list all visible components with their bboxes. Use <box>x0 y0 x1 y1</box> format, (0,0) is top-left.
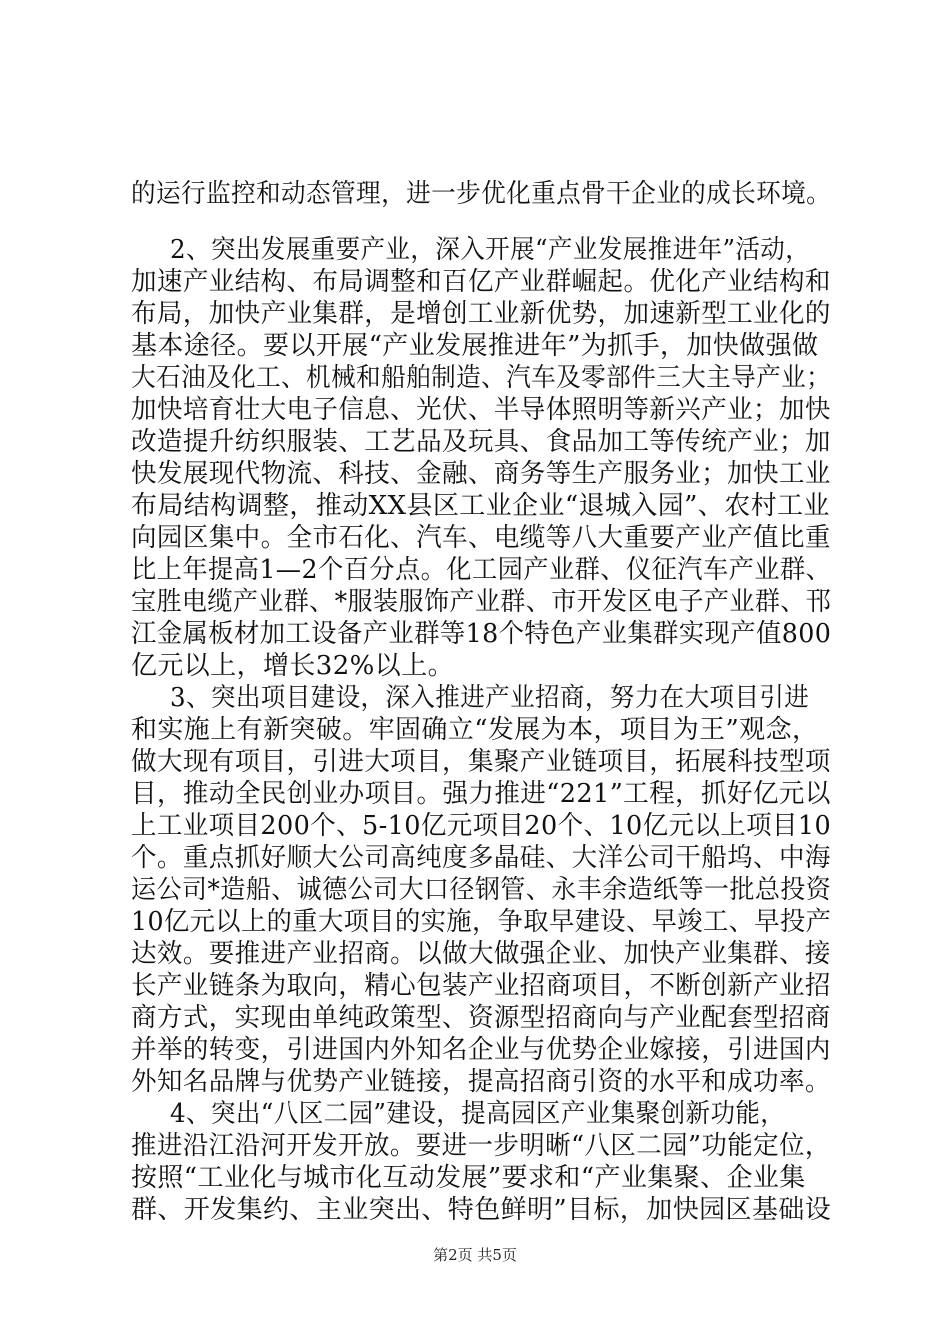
text-line: 个。重点抓好顺大公司高纯度多晶硅、大洋公司干船坞、中海 <box>131 843 831 873</box>
paragraph-4-first-line: 4、突出“八区二园”建设，提高园区产业集聚创新功能， <box>170 1099 786 1129</box>
text-line: 推进沿江沿河开发开放。要进一步明晰“八区二园”功能定位， <box>131 1131 831 1161</box>
text-line: 向园区集中。全市石化、汽车、电缆等八大重要产业产值比重 <box>131 523 831 553</box>
text-line: 比上年提高1—2个百分点。化工园产业群、仪征汽车产业群、 <box>131 555 832 585</box>
text-line: 宝胜电缆产业群、*服装服饰产业群、市开发区电子产业群、邗 <box>131 587 832 617</box>
text-line: 按照“工业化与城市化互动发展”要求和“产业集聚、企业集 <box>131 1163 806 1193</box>
text-line: 运公司*造船、诚德公司大口径钢管、永丰余造纸等一批总投资 <box>131 875 832 905</box>
text-line: 长产业链条为取向，精心包装产业招商项目，不断创新产业招 <box>131 971 831 1001</box>
page-number-footer: 第2页 共5页 <box>433 1246 517 1264</box>
text-line: 和实施上有新突破。牢固确立“发展为本，项目为王”观念， <box>131 715 819 745</box>
text-line: 上工业项目200个、5-10亿元项目20个、10亿元以上项目10 <box>131 811 832 841</box>
text-line: 并举的转变，引进国内外知名企业与优势企业嫁接，引进国内 <box>131 1035 831 1065</box>
text-line: 达效。要推进产业招商。以做大做强企业、加快产业集群、接 <box>131 939 831 969</box>
text-line: 布局结构调整，推动XX县区工业企业“退城入园”、农村工业 <box>131 491 830 521</box>
paragraph-3-first-line: 3、突出项目建设，深入推进产业招商，努力在大项目引进 <box>170 683 810 713</box>
text-line: 亿元以上，增长32%以上。 <box>131 651 454 681</box>
text-line: 基本途径。要以开展“产业发展推进年”为抓手，加快做强做 <box>131 331 819 361</box>
paragraph-2-first-line: 2、突出发展重要产业，深入开展“产业发展推进年”活动， <box>170 235 811 265</box>
text-line: 加速产业结构、布局调整和百亿产业群崛起。优化产业结构和 <box>131 267 831 297</box>
text-line: 10亿元以上的重大项目的实施，争取早建设、早竣工、早投产 <box>131 907 832 937</box>
text-line: 改造提升纺织服装、工艺品及玩具、食品加工等传统产业；加 <box>131 427 831 457</box>
text-line: 布局，加快产业集群，是增创工业新优势，加速新型工业化的 <box>131 299 831 329</box>
text-line: 的运行监控和动态管理，进一步优化重点骨干企业的成长环境。 <box>131 179 832 209</box>
text-line: 大石油及化工、机械和船舶制造、汽车及零部件三大主导产业； <box>131 363 832 393</box>
text-line: 加快培育壮大电子信息、光伏、半导体照明等新兴产业；加快 <box>131 395 831 425</box>
text-line: 快发展现代物流、科技、金融、商务等生产服务业；加快工业 <box>131 459 831 489</box>
text-line: 目，推动全民创业办项目。强力推进“221”工程，抓好亿元以 <box>131 779 831 809</box>
text-line: 江金属板材加工设备产业群等18个特色产业集群实现产值800 <box>131 619 832 649</box>
text-line: 群、开发集约、主业突出、特色鲜明”目标，加快园区基础设 <box>131 1195 832 1225</box>
text-line: 商方式，实现由单纯政策型、资源型招商向与产业配套型招商 <box>131 1003 831 1033</box>
text-line: 做大现有项目，引进大项目，集聚产业链项目，拓展科技型项 <box>131 747 831 777</box>
text-line: 外知名品牌与优势产业链接，提高招商引资的水平和成功率。 <box>131 1067 831 1097</box>
